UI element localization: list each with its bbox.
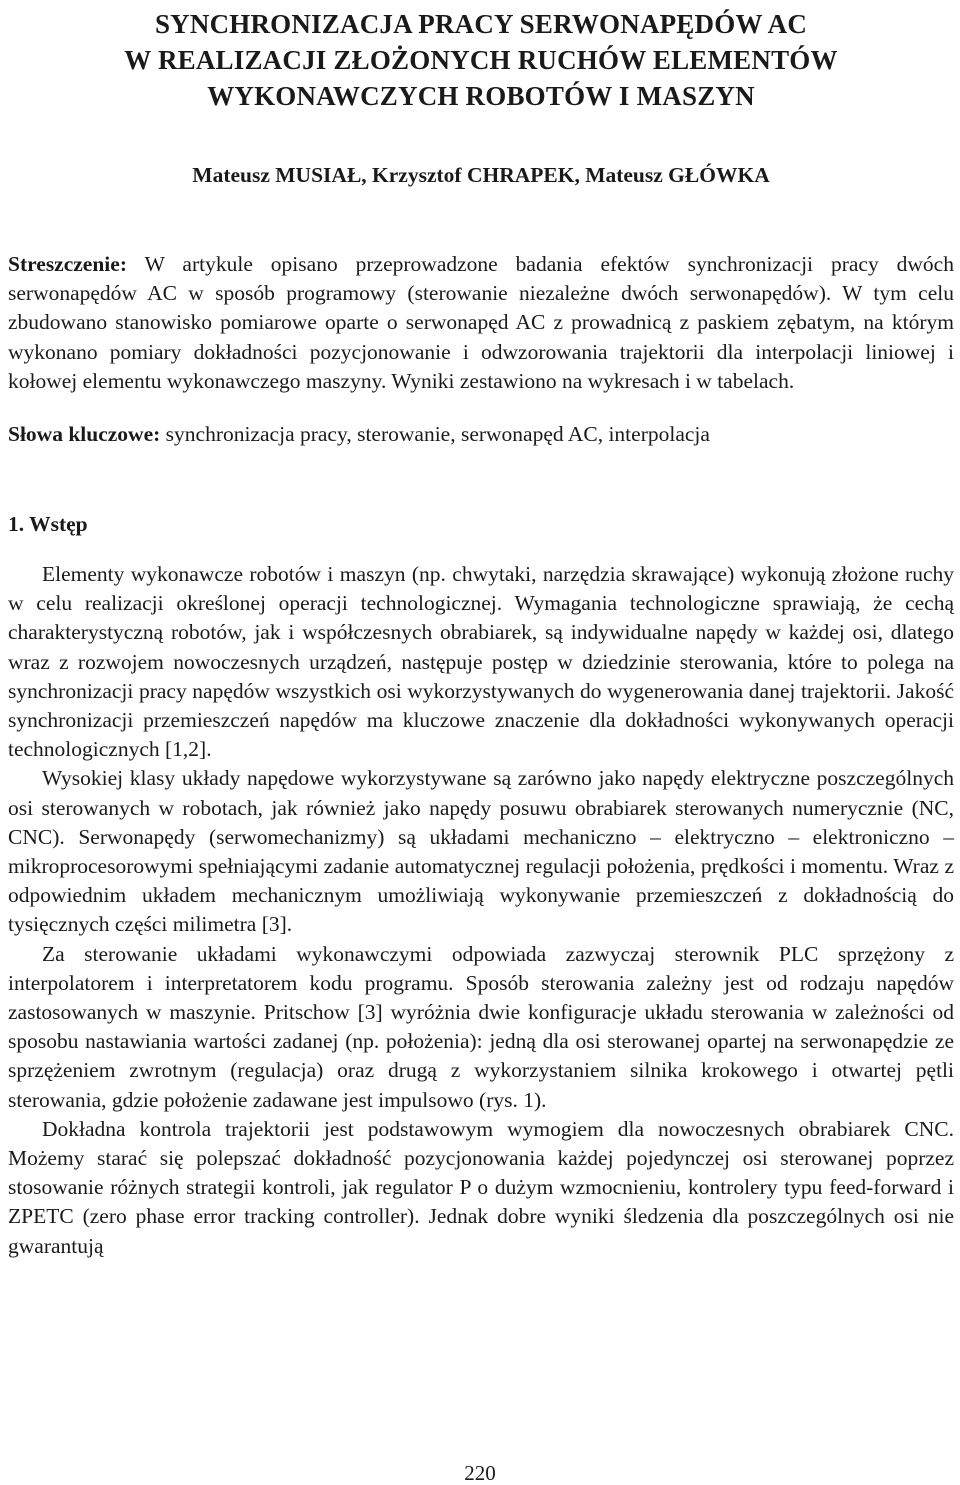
- abstract-label: Streszczenie:: [8, 252, 127, 276]
- title-line-1: SYNCHRONIZACJA PRACY SERWONAPĘDÓW AC: [154, 9, 808, 39]
- title-line-3: WYKONAWCZYCH ROBOTÓW I MASZYN: [207, 81, 755, 111]
- document-page: [8, 0, 954, 1261]
- abstract: [8, 250, 954, 396]
- keywords-text: synchronizacja pracy, sterowanie, serwonapęd AC, interpolacja: [165, 422, 710, 447]
- paragraph: Dokładna kontrola trajektorii jest podstawowym wymogiem dla nowoczesnych obrabiarek CNC. Możemy starać się polepszać dokładność pozycjonowania każdej pojedynczej osi sterowanej poprzez stosowanie różnych strategii kontroli, jak regulator P o dużym wzmocnieniu, kontrolery typu feed-forward i ZPETC (zero phase error tracking controller). Jednak dobre wyniki śledzenia dla poszczególnych osi nie gwarantują: [8, 1116, 954, 1258]
- title-line-2: W REALIZACJI ZŁOŻONYCH RUCHÓW ELEMENTÓW: [124, 45, 838, 75]
- paragraph: Elementy wykonawcze robotów i maszyn (np. chwytaki, narzędzia skrawające) wykonują złożone ruchy w celu realizacji określonej operacji technologicznej. Wymagania technologiczne sprawiają, że cechą charakterystyczną robotów, jak i współczesnych obrabiarek, są indywidualne napędy w każdej osi, dlatego wraz z rozwojem nowoczesnych urządzeń, następuje postęp w dziedzinie sterowania, które to polega na synchronizacji pracy napędów wszystkich osi wykorzystywanych do wygenerowania danej trajektorii. Jakość synchronizacji przemieszczeń napędów ma kluczowe znaczenie dla dokładności wykonywanych operacji technologicznych [1,2].: [8, 562, 954, 762]
- section-heading: 1. Wstęp: [8, 512, 88, 537]
- keywords: [8, 420, 954, 449]
- section-body: [8, 560, 954, 1261]
- paragraph: Wysokiej klasy układy napędowe wykorzystywane są zarówno jako napędy elektryczne poszczególnych osi sterowanych w robotach, jak również jako napędy posuwu obrabiarek sterowanych numerycznie (NC, CNC). Serwonapędy (serwomechanizmy) są układami mechaniczno – elektryczno – elektroniczno – mikroprocesorowymi spełniającymi zadanie automatycznej regulacji położenia, prędkości i momentu. Wraz z odpowiednim układem mechanicznym umożliwiają wykonywanie przemieszczeń z dokładnością do tysięcznych części milimetra [3].: [8, 766, 954, 937]
- paper-title: [8, 0, 954, 114]
- author-list: Mateusz MUSIAŁ, Krzysztof CHRAPEK, Mateusz GŁÓWKA: [192, 163, 770, 187]
- abstract-text: W artykule opisano przeprowadzone badania efektów synchronizacji pracy dwóch serwonapędów AC w sposób programowy (sterowanie niezależne dwóch serwonapędów). W tym celu zbudowano stanowisko pomiarowe oparte o serwonapęd AC z prowadnicą z paskiem zębatym, na którym wykonano pomiary dokładności pozycjonowanie i odwzorowania trajektorii dla interpolacji liniowej i kołowej elementu wykonawczego maszyny. Wyniki zestawiono na wykresach i w tabelach.: [8, 252, 954, 393]
- keywords-label: Słowa kluczowe:: [8, 422, 161, 447]
- paragraph: Za sterowanie układami wykonawczymi odpowiada zazwyczaj sterownik PLC sprzężony z interpolatorem i interpretatorem kodu programu. Sposób sterowania zależny jest od rodzaju napędów zastosowanych w maszynie. Pritschow [3] wyróżnia dwie konfiguracje układu sterowania w zależności od sposobu nastawiania wartości zadanej (np. położenia): jedną dla osi sterowanej opartej na serwonapędzie ze sprzężeniem zwrotnym (regulacja) oraz drugą z wykorzystaniem silnika krokowego i otwartej pętli sterowania, gdzie położenie zadawane jest impulsowo (rys. 1).: [8, 941, 954, 1112]
- page-number: 220: [464, 1461, 496, 1485]
